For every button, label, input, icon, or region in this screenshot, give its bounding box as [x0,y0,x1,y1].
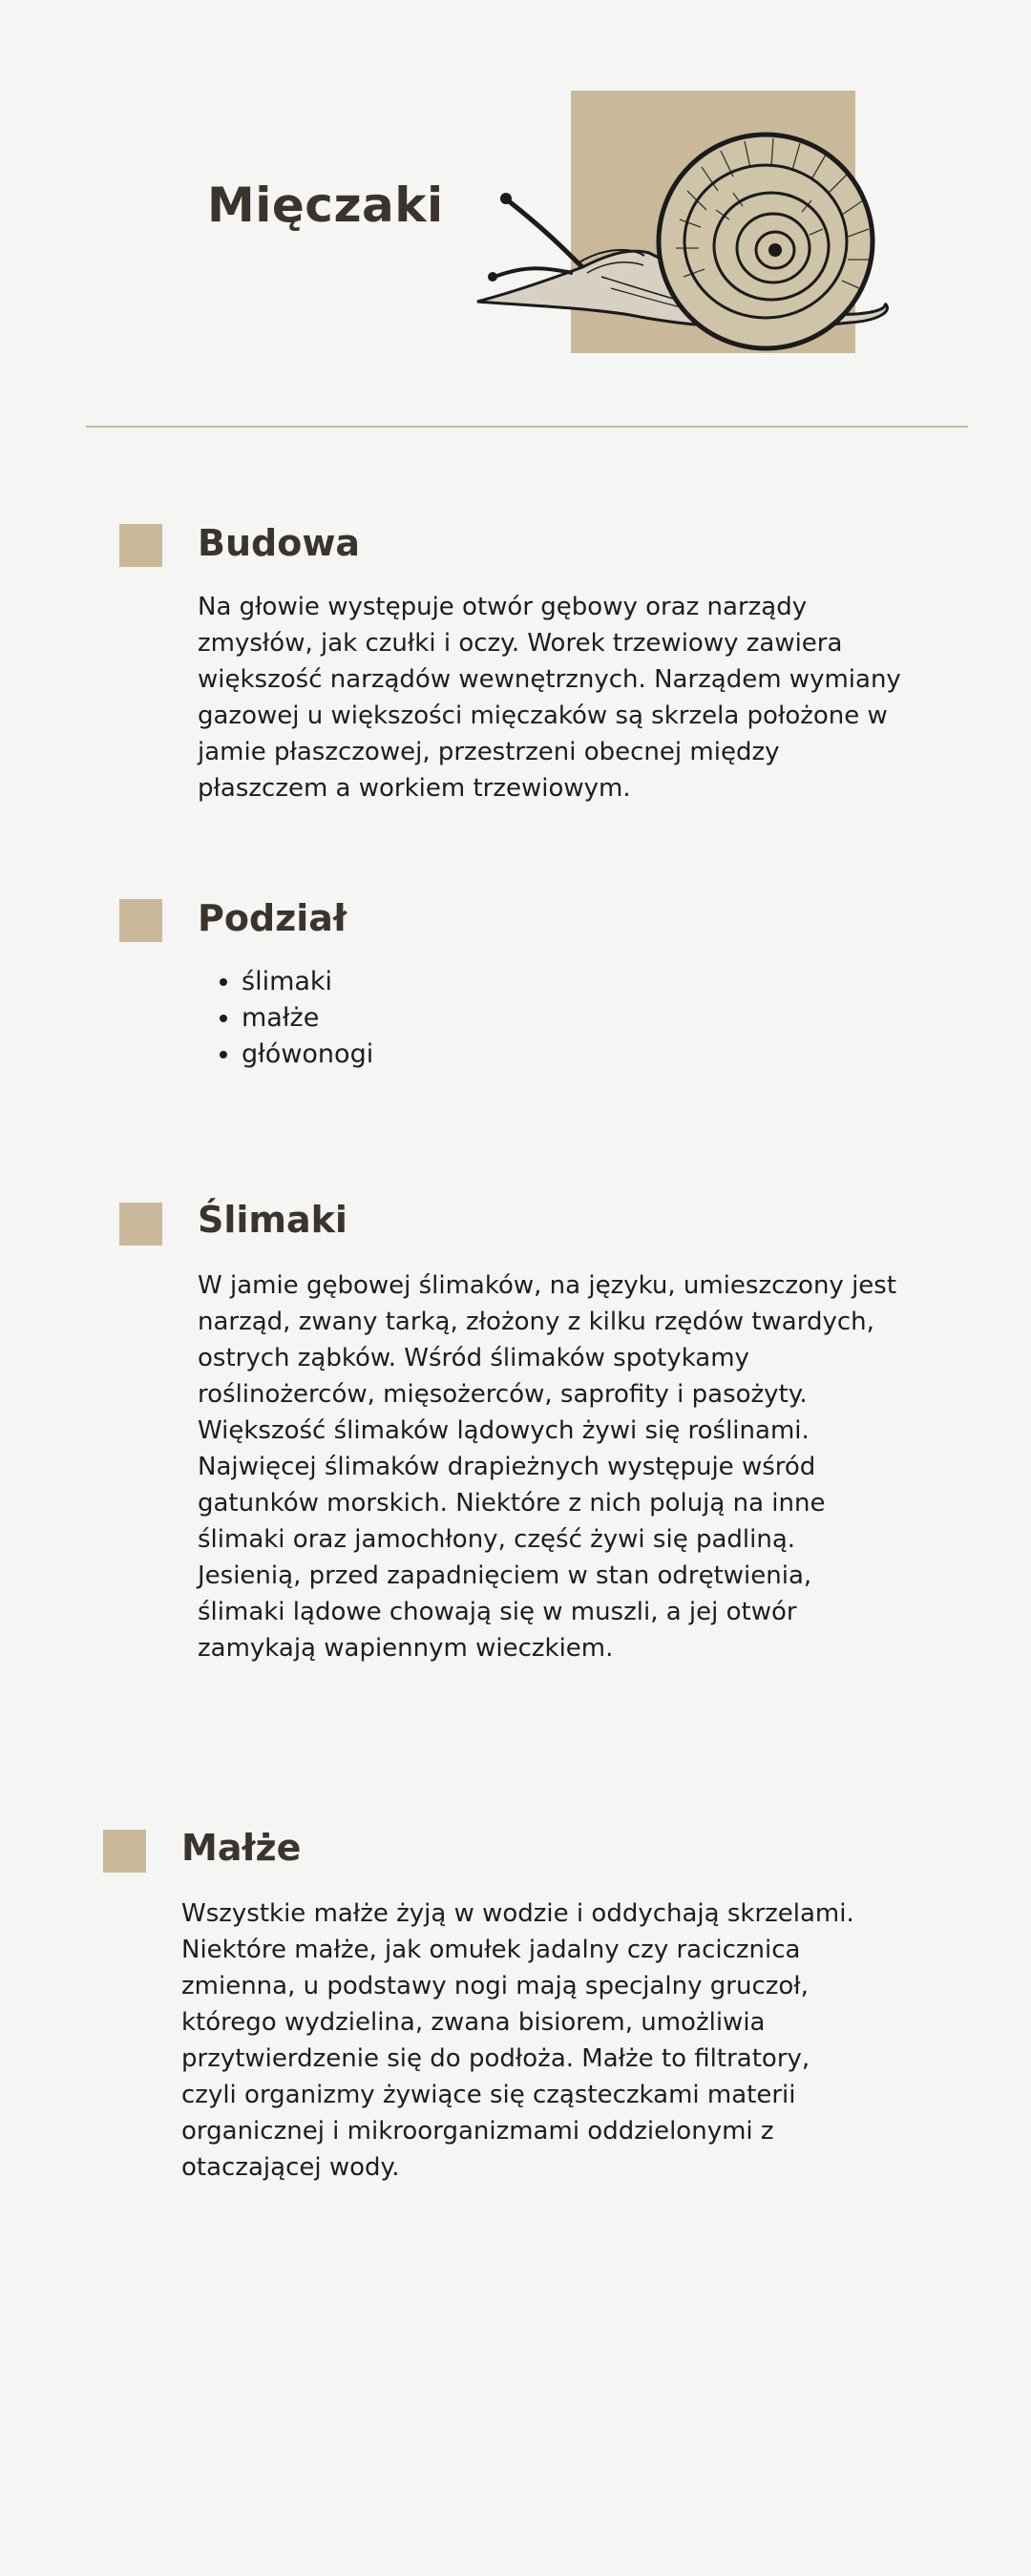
page-title: Mięczaki [207,178,444,233]
section-marker [103,1830,146,1873]
section-marker [119,524,162,567]
section-body: Na głowie występuje otwór gębowy oraz narządy zmysłów, jak czułki i oczy. Worek trzewiowy zawiera większość narządów wewnętrznych. Narządem wymiany gazowej u większości mięczaków są skrzela położone w jamie płaszczowej, przestrzeni obecnej między płaszczem a workiem trzewiowym. [198,593,901,803]
section-marker [119,899,162,942]
snail-icon [468,86,907,372]
paragraph: W jamie gębowej ślimaków, na języku, umieszczony jest narząd, zwany tarką, złożony z kilku rzędów twardych, ostrych ząbków. Wśród ślimaków spotykamy roślinożerców, mięsożerców, saprofity i pasożyty. Większość ślimaków lądowych żywi się roślinami. [198,1271,897,1445]
divider [86,426,968,428]
list-item: • ślimaki [242,964,373,1000]
list-item: • główonogi [242,1037,373,1073]
section-heading: Podział [198,897,347,939]
section-body [198,1267,904,1666]
section-heading: Małże [181,1827,302,1869]
section-heading: Ślimaki [198,1199,347,1241]
podzial-list [198,964,373,1073]
section-heading: Budowa [198,522,361,564]
section-body: Wszystkie małże żyją w wodzie i oddychają skrzelami. Niektóre małże, jak omułek jadalny czy racicznica zmienna, u podstawy nogi mają specjalny gruczoł, którego wydzielina, zwana bisiorem, umożliwia przytwierdzenie się do podłoża. Małże to filtratory, czyli organizmy żywiące się cząsteczkami materii organicznej i mikroorganizmami oddzielonymi z otaczającej wody. [181,1899,854,2182]
snail-illustration [468,86,907,372]
section-marker [119,1203,162,1246]
paragraph: Najwięcej ślimaków drapieżnych występuje wśród gatunków morskich. Niektóre z nich polują na inne ślimaki oraz jamochłony, część żywi się padliną. Jesienią, przed zapadnięciem w stan odrętwienia, ślimaki lądowe chowają się w muszli, a jej otwór zamykają wapiennym wieczkiem. [198,1453,826,1663]
list-item: • małże [242,1000,373,1037]
